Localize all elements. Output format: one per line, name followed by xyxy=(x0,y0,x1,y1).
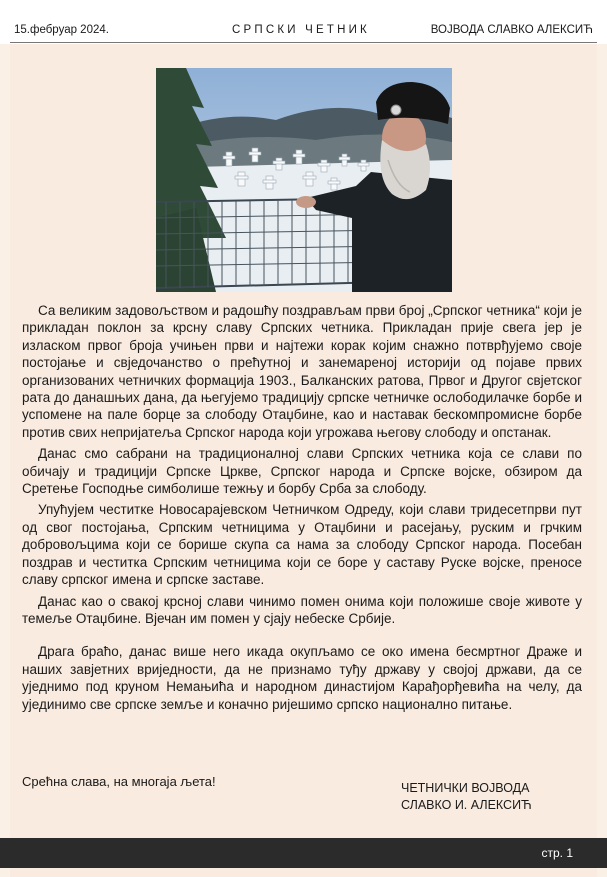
greeting: Срећна слава, на многаја љета! xyxy=(22,774,216,789)
signature-name: СЛАВКО И. АЛЕКСИЋ xyxy=(401,798,532,812)
header-divider xyxy=(10,42,597,43)
article-text xyxy=(22,302,582,717)
article-photo xyxy=(156,68,452,292)
page-number: стр. 1 xyxy=(541,846,573,860)
page-header xyxy=(0,0,607,44)
photo-illustration xyxy=(156,68,452,292)
page-footer xyxy=(0,838,607,868)
publication-title: СРПСКИ ЧЕТНИК xyxy=(232,24,370,36)
signature xyxy=(401,780,532,814)
article-paragraph-4: Данас као о свакој крсној слави чинимо помен онима који положише своје животе у темеље Отаџбине. Вјечан им помен у сјају небеске Србије. xyxy=(22,593,582,626)
header-author: ВОЈВОДА СЛАВКО АЛЕКСИЋ xyxy=(430,24,593,36)
article-paragraph-3: Упућујем честитке Новосарајевском Четничком Одреду, који слави тридесетпрви пут од свог постојања, Српским четницима у Отаџбини и расејању, руским и грчким добровољцима који се боришe скупа са нама за слободу Српског народа. Посебан поздрав и честитка Српским четницима који се боре у саставу Руске војске, преносе славу српског имена и српске заставе. xyxy=(22,502,582,588)
signature-title: ЧЕТНИЧКИ ВОЈВОДА xyxy=(401,781,530,795)
issue-date: 15.фебруар 2024. xyxy=(14,24,109,36)
article-paragraph-2: Данас смо сабрани на традиционалној слави Српских четника која се слави по обичају и традицији Српске Цркве, Српског народа и Српске војске, обзиром да Сретење Господње симболише тежњу и борбу Срба за слободу. xyxy=(22,446,582,497)
article-paragraph-1: Са великим задовољством и радошћу поздрављам први број „Српског четника“ који је прикладан поклон за крсну славу Српских четника. Прикладан прије свега јер је изласком првог броја учињен први и најтежи корак којим снажно потврђујемо своје постојање и свједочанство о прећутној и занемареној историји од појаве првих организованих четничких формација 1903., Балканских ратова, Првог и Другог свјетског рата до данашњих дана, да његујемо традицију српске четничке ослободилачке борбе и успомене на пале борце за слободу Отаџбине, као и наставак бескомпромисне борбе против свих непријатеља Српског народа који угрожава његову слободу и опстанак. xyxy=(22,303,582,440)
article-paragraph-5: Драга браћо, данас више него икада окупљамо се око имена бесмртног Драже и наших завјетних вриједности, да не признамо туђу државу у својој држави, да се уједнимо под круном Немањића и народном династијом Карађорђевића на челу, да ујединимо све српске земље и коначно ријешимо српско национално питање. xyxy=(22,644,582,712)
